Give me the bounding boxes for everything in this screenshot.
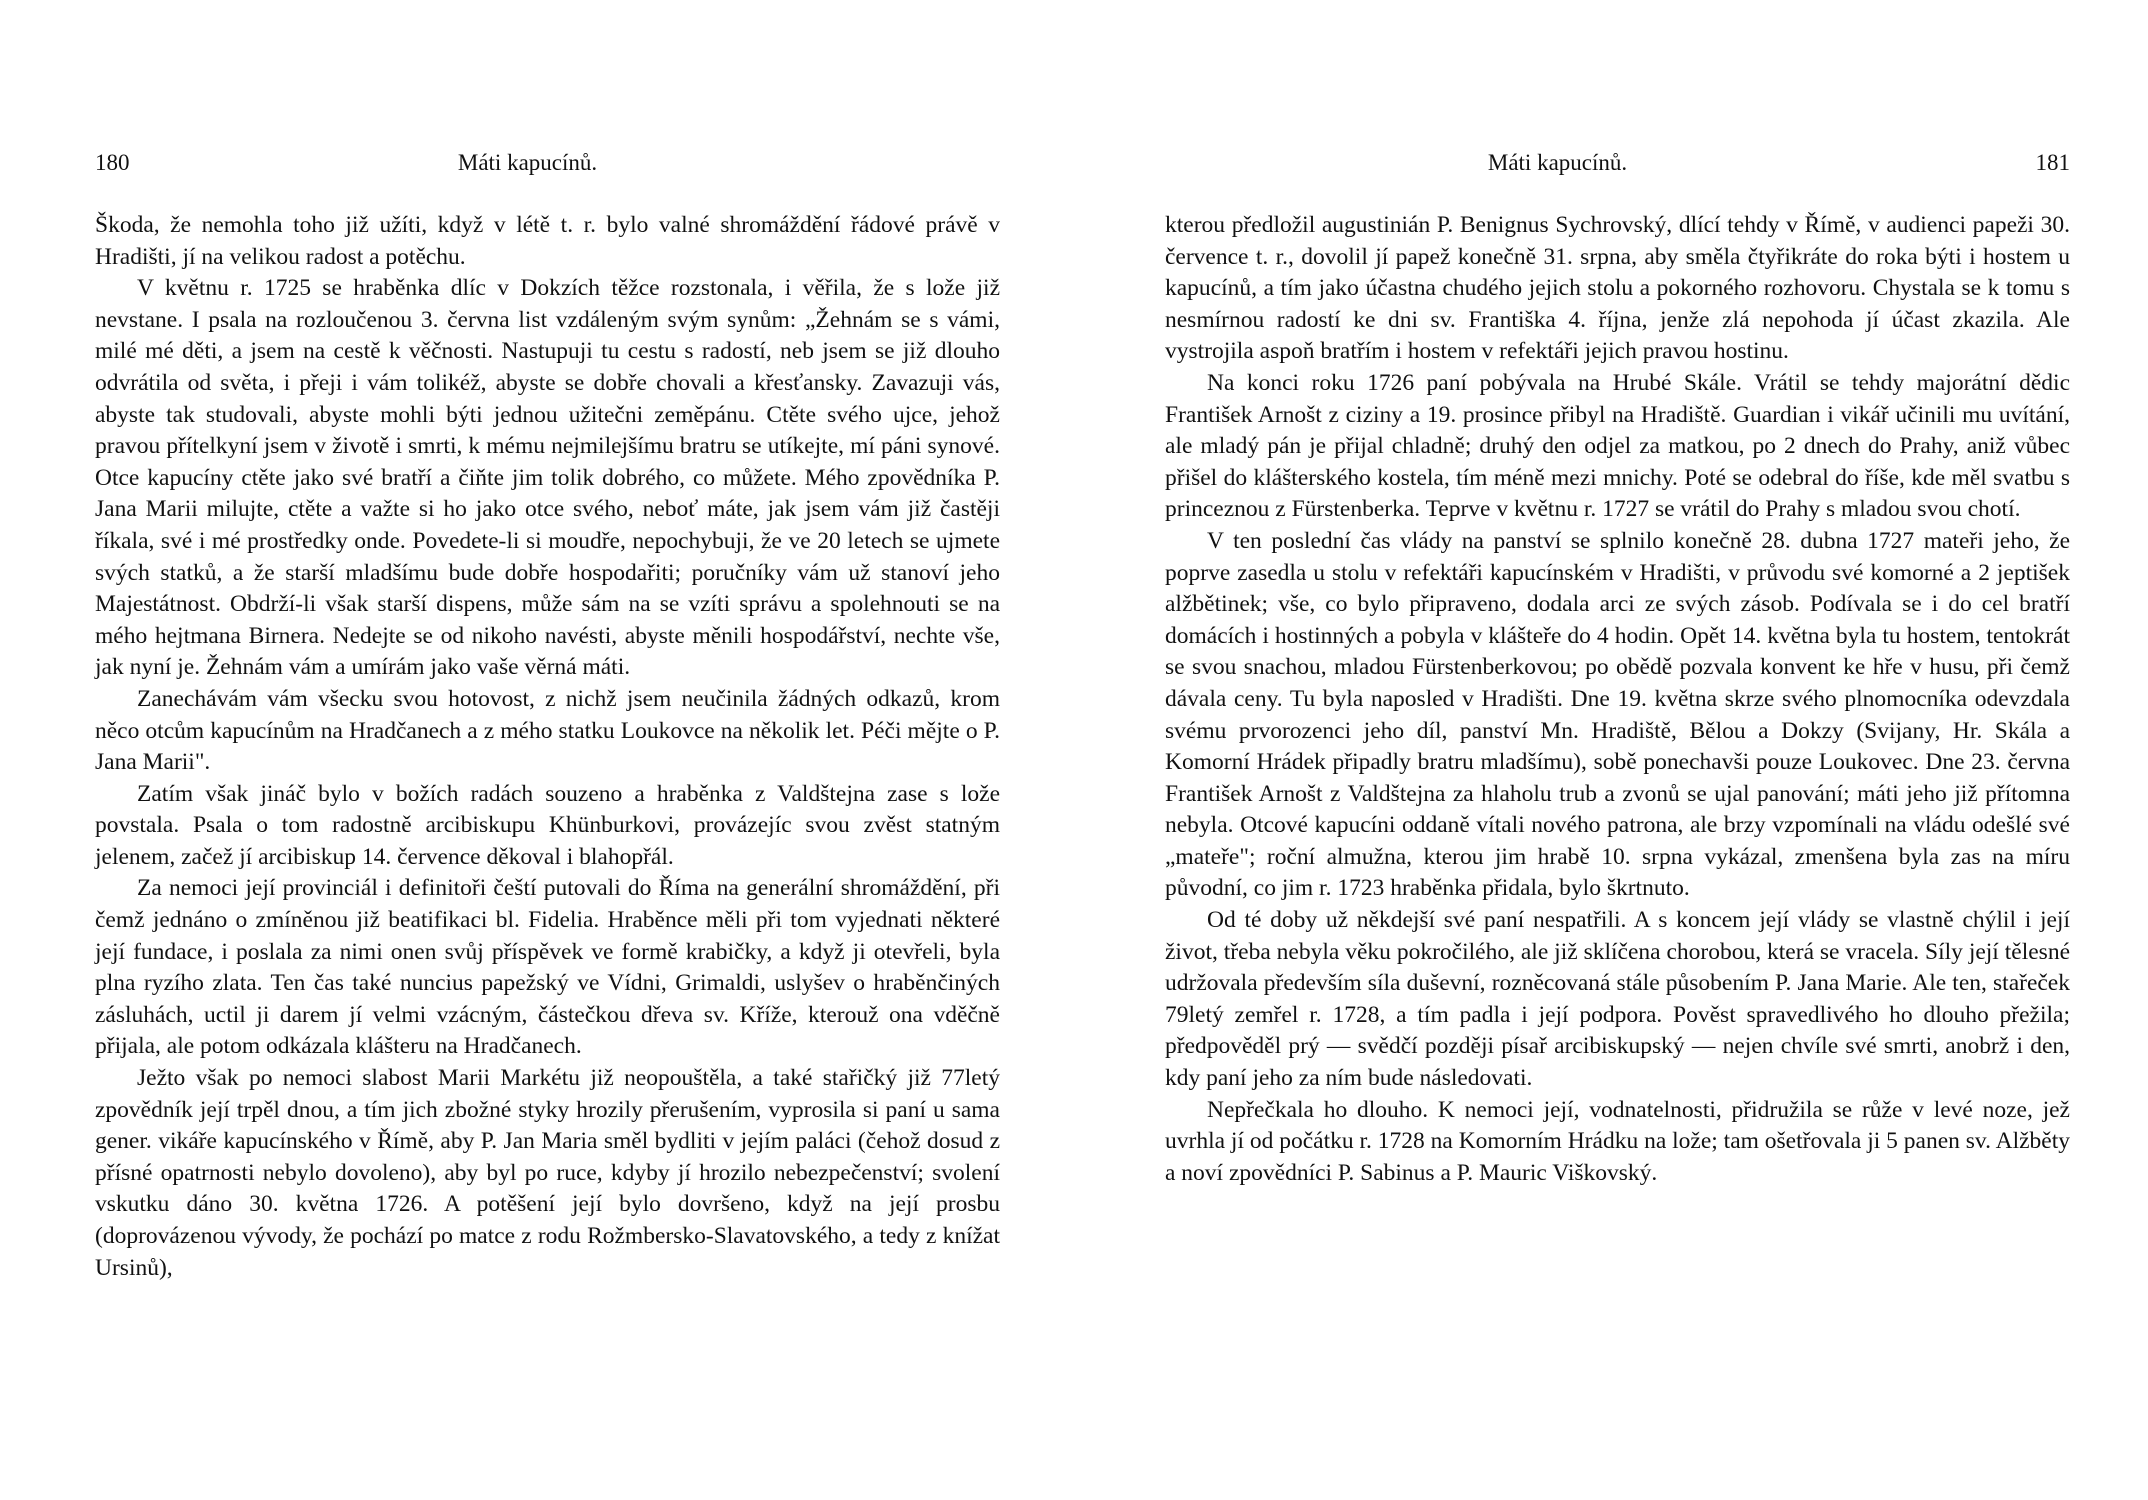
paragraph: Zatím však jináč bylo v božích radách souzeno a hraběnka z Valdštejna zase s lože povstala. Psala o tom radostně arcibiskupu Khünburkovi, provázejíc svou zvěst statným jelenem, začež jí arcibiskup 14. července děkoval i blahopřál.	[95, 780, 1000, 870]
paragraph: Na konci roku 1726 paní pobývala na Hrubé Skále. Vrátil se tehdy majorátní dědic František Arnošt z ciziny a 19. prosince přibyl na Hradiště. Guardian i vikář učinili mu uvítání, ale mladý pán je přijal chladně; druhý den odjel za matkou, po 2 dnech do Prahy, aniž vůbec přišel do klášterského kostela, tím méně mezi mnichy. Poté se odebral do říše, kde měl svatbu s princeznou z Fürstenberka. Teprve v květnu r. 1727 se vrátil do Prahy s mladou svou chotí.	[1165, 369, 2070, 523]
paragraph: Ježto však po nemoci slabost Marii Markétu již neopouštěla, a také stařičký již 77letý zpovědník její trpěl dnou, a tím jich zbožné styky hrozily přerušením, vyprosila si paní u sama gener. vikáře kapucínského v Římě, aby P. Jan Maria směl bydliti v jejím paláci (čehož dosud z přísné opatrnosti nebylo dovoleno), aby byl po ruce, kdyby jí hrozilo nebezpečenství; svolení vskutku dáno 30. května 1726. A potěšení její bylo dovršeno, když na její prosbu (doprovázenou vývody, že pochází po matce z rodu Rožmbersko-Slavatovského, a tedy z knížat Ursinů),	[95, 1065, 1000, 1281]
left-body-text	[95, 210, 1000, 1284]
page-number: 181	[2035, 150, 2070, 175]
paragraph: Škoda, že nemohla toho již užíti, když v létě t. r. bylo valné shromáždění řádové právě v Hradišti, jí na velikou radost a potěchu.	[95, 212, 1000, 270]
paragraph: Nepřečkala ho dlouho. K nemoci její, vodnatelnosti, přidružila se růže v levé noze, jež uvrhla jí od počátku r. 1728 na Komorním Hrádku na lože; tam ošetřovala ji 5 panen sv. Alžběty a noví zpovědníci P. Sabinus a P. Mauric Viškovský.	[1165, 1096, 2070, 1186]
paragraph: Zanechávám vám všecku svou hotovost, z nichž jsem neučinila žádných odkazů, krom něco otcům kapucínům na Hradčanech a z mého statku Loukovce na několik let. Péči mějte o P. Jana Marii".	[95, 685, 1000, 776]
right-page	[1165, 150, 2070, 1450]
running-title: Máti kapucínů.	[457, 150, 598, 175]
page-number: 180	[95, 150, 130, 175]
paragraph: kterou předložil augustinián P. Benignus Sychrovský, dlící tehdy v Římě, v audienci papeži 30. července t. r., dovolil jí papež konečně 31. srpna, aby směla čtyřikráte do roka býti i hostem u kapucínů, a tím jako účastna chudého jejich stolu a pokorného rozhovoru. Chystala se k tomu s nesmírnou radostí ke dni sv. Františka 4. října, jenže zlá nepohoda jí účast zkazila. Ale vystrojila aspoň bratřím i hostem v refektáři jejich pravou hostinu.	[1165, 212, 2070, 365]
left-page	[95, 150, 1000, 1450]
paragraph: V květnu r. 1725 se hraběnka dlíc v Dokzích těžce rozstonala, i věřila, že s lože již nevstane. I psala na rozloučenou 3. června list vzdáleným svým synům: „Žehnám se s vámi, milé mé děti, a jsem na cestě k věčnosti. Nastupuji tu cestu s radostí, neb jsem se již dlouho odvrátila od světa, i přeji i vám tolikéž, abyste se dobře chovali a křesťansky. Zavazuji vás, abyste tak studovali, abyste mohli býti jednou užitečni zeměpánu. Ctěte svého ujce, jehož pravou přítelkyní jsem v životě i smrti, k mému nejmilejšímu bratru se utíkejte, mí páni synové. Otce kapucíny ctěte jako své bratří a čiňte jim tolik dobrého, co můžete. Mého zpovědníka P. Jana Marii milujte, ctěte a važte si ho jako otce svého, neboť máte, jak jsem vám již častěji říkala, své i mé prostředky onde. Povedete-li si moudře, nepochybuji, že ve 20 letech se ujmete svých statků, a že starší mladšímu bude dobře hospodařiti; poručníky vám už stanoví jeho Majestátnost. Obdrží-li však starší dispens, může sám na se vzíti správu a spolehnouti se na mého hejtmana Birnera. Nedejte se od nikoho navésti, abyste měnili hospodářství, nechte vše, jak nyní je. Žehnám vám a umírám jako vaše věrná máti.	[95, 275, 1000, 681]
right-running-head	[1165, 150, 2070, 196]
paragraph: V ten poslední čas vlády na panství se splnilo konečně 28. dubna 1727 mateři jeho, že poprve zasedla u stolu v refektáři kapucínském v Hradišti, v průvodu své komorné a 2 jeptišek alžbětinek; vše, co bylo připraveno, dodala arci ze svých zásob. Podívala se i do cel bratří domácích i hostinných a pobyla v klášteře do 4 hodin. Opět 14. května byla tu hostem, tentokrát se svou snachou, mladou Fürstenberkovou; po obědě pozvala konvent ke hře v husu, při čemž dávala ceny. Tu byla naposled v Hradišti. Dne 19. května skrze svého plnomocníka odevzdala svému prvorozenci jeho díl, panství Mn. Hradiště, Bělou a Dokzy (Svijany, Hr. Skála a Komorní Hrádek připadly bratru mladšímu), sobě ponechavši pouze Loukovec. Dne 23. června František Arnošt z Valdštejna za hlaholu trub a zvonů se ujal panování; máti jeho již přítomna nebyla. Otcové kapucíni oddaně vítali nového patrona, ale brzy vzpomínali na vládu odešlé své „mateře"; roční almužna, kterou jim hrabě 10. srpna vykázal, zmenšena byla zas na míru původní, co jim r. 1723 hraběnka přidala, bylo škrtnuto.	[1165, 527, 2070, 902]
paragraph: Za nemoci její provinciál i definitoři čeští putovali do Říma na generální shromáždění, při čemž jednáno o zmíněnou již beatifikaci bl. Fidelia. Hraběnce měli při tom vyjednati některé její fundace, i poslala za nimi onen svůj příspěvek ve formě krabičky, a když ji otevřeli, byla plna ryzího zlata. Ten čas také nuncius papežský ve Vídni, Grimaldi, uslyšev o hraběnčiných zásluhách, uctil ji darem jí velmi vzácným, částečkou dřeva sv. Kříže, kterouž ona vděčně přijala, ale potom odkázala klášteru na Hradčanech.	[95, 875, 1000, 1060]
paragraph: Od té doby už někdejší své paní nespatřili. A s koncem její vlády se vlastně chýlil i její život, třeba nebyla věku pokročilého, ale již sklíčena chorobou, která se vracela. Síly její tělesné udržovala především síla duševní, rozněcovaná stále působením P. Jana Marie. Ale ten, stařeček 79letý zemřel r. 1728, a tím padla i její podpora. Pověst spravedlivého ho dlouho přežila; předpověděl prý — svědčí později písař arcibiskupský — nejen chvíle své smrti, anobrž i den, kdy paní jeho za ním bude následovati.	[1165, 907, 2070, 1092]
left-running-head	[95, 150, 1000, 196]
right-body-text	[1165, 210, 2070, 1189]
running-title: Máti kapucínů.	[1487, 150, 1628, 175]
